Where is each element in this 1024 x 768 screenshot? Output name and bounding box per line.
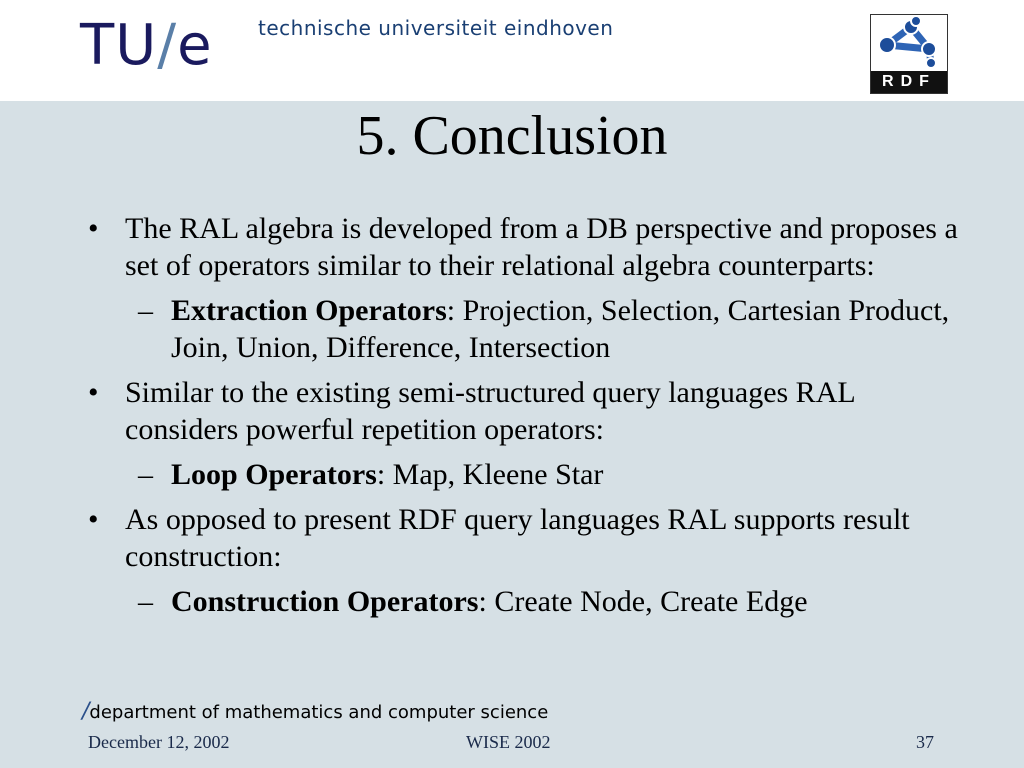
operator-category: Extraction Operators	[171, 294, 447, 327]
sub-bullet-marker: –	[138, 294, 153, 327]
bullet-marker: •	[88, 212, 99, 245]
bullet-text: Similar to the existing semi-structured query languages RAL considers powerful repetition operators:	[125, 376, 855, 446]
bullet-item	[88, 374, 968, 448]
rdf-logo	[870, 14, 948, 94]
bullet-item	[88, 210, 968, 284]
logo-e: e	[177, 13, 213, 78]
rdf-logo-label: RDF	[871, 71, 947, 93]
operator-category: Construction Operators	[171, 585, 479, 618]
operator-list: : Create Node, Create Edge	[478, 585, 808, 618]
logo-slash: /	[157, 13, 178, 78]
slide-title: 5. Conclusion	[356, 105, 668, 167]
department-name: department of mathematics and computer science	[89, 702, 549, 723]
sub-bullet-item	[88, 456, 968, 493]
rdf-graph-icon	[871, 15, 947, 71]
department-line	[82, 699, 548, 724]
dept-slash: /	[82, 699, 90, 724]
sub-bullet-item	[88, 292, 968, 366]
sub-bullet-marker: –	[138, 585, 153, 618]
bullet-marker: •	[88, 376, 99, 409]
bullet-text: As opposed to present RDF query languages RAL supports result construction:	[125, 503, 910, 573]
operator-list: : Map, Kleene Star	[376, 458, 604, 491]
operator-list: : Projection, Selection, Cartesian Product, Join, Union, Difference, Intersection	[171, 294, 950, 364]
logo-tu: TU	[80, 13, 158, 78]
bullet-list	[88, 210, 968, 628]
sub-bullet-marker: –	[138, 458, 153, 491]
page-number: 37	[916, 732, 934, 752]
bullet-text: The RAL algebra is developed from a DB perspective and proposes a set of operators similar to their relational algebra counterparts:	[125, 212, 958, 282]
bullet-item	[88, 501, 968, 575]
university-name: technische universiteit eindhoven	[258, 16, 614, 40]
bullet-marker: •	[88, 503, 99, 536]
operator-category: Loop Operators	[171, 458, 377, 491]
footer-date: December 12, 2002	[88, 732, 230, 752]
footer-conference: WISE 2002	[466, 732, 551, 752]
tue-logo	[80, 6, 213, 86]
sub-bullet-item	[88, 583, 968, 620]
slide-header	[0, 0, 1024, 101]
